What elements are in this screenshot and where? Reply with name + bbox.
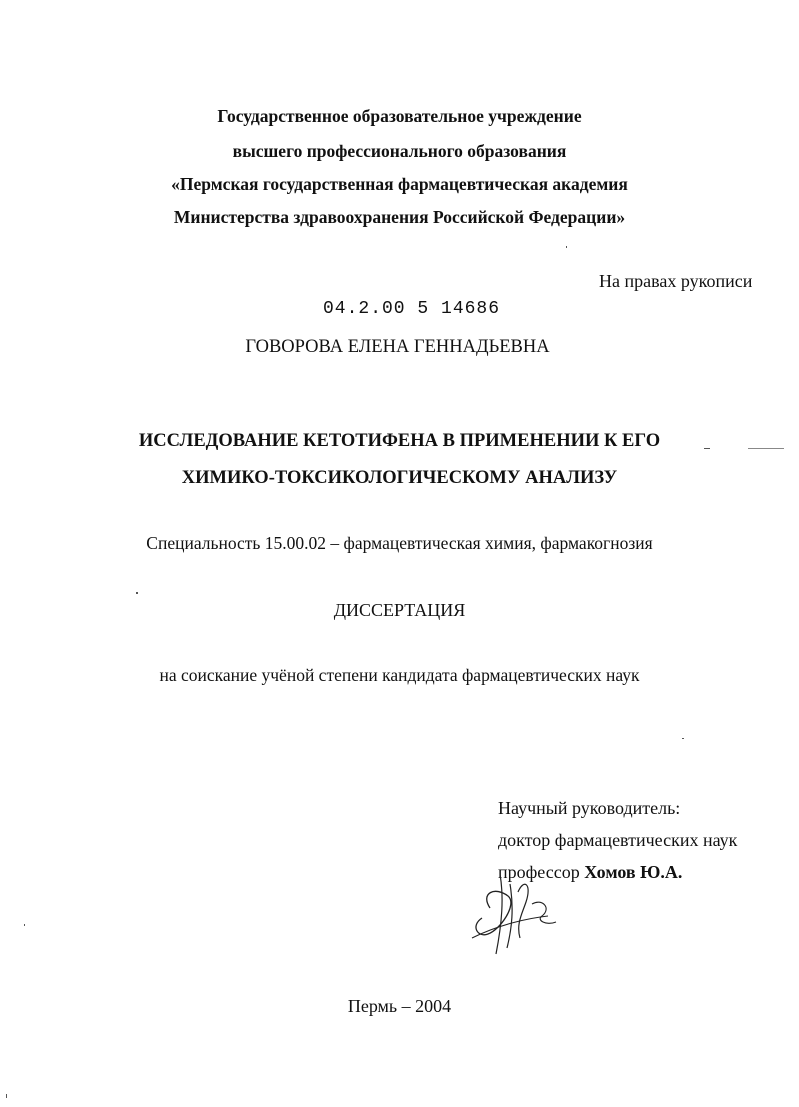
institution-line-3: «Пермская государственная фармацевтическая академия	[171, 174, 628, 194]
footer-city-year: Пермь – 2004	[347, 996, 452, 1016]
catalog-number: 04.2.00 5 14686	[323, 299, 501, 319]
scan-mark	[748, 448, 784, 449]
institution-line-1: Государственное образовательное учреждение	[217, 106, 582, 126]
scan-mark	[6, 1094, 7, 1098]
doc-type: ДИССЕРТАЦИЯ	[333, 600, 466, 620]
institution-line-4: Министерства здравоохранения Российской Федерации»	[173, 207, 626, 227]
supervisor-degree: доктор фармацевтических наук	[498, 830, 738, 850]
thesis-title-line-1: ИССЛЕДОВАНИЕ КЕТОТИФЕНА В ПРИМЕНЕНИИ К ЕГО	[138, 431, 661, 451]
signature-icon	[460, 868, 570, 958]
supervisor-name: Хомов Ю.А.	[584, 862, 683, 882]
degree-line: на соискание учёной степени кандидата фармацевтических наук	[159, 665, 640, 685]
manuscript-note: На правах рукописи	[599, 271, 753, 291]
institution-line-2: высшего профессионального образования	[232, 141, 567, 161]
thesis-title-line-2: ХИМИКО-ТОКСИКОЛОГИЧЕСКОМУ АНАЛИЗУ	[181, 468, 618, 488]
specialty: Специальность 15.00.02 – фармацевтическая химия, фармакогнозия	[146, 533, 653, 553]
scan-mark	[566, 246, 567, 248]
supervisor-title: профессор	[498, 862, 580, 882]
scan-mark	[136, 592, 138, 594]
author-name: ГОВОРОВА ЕЛЕНА ГЕННАДЬЕВНА	[245, 337, 550, 357]
scan-mark	[704, 448, 710, 449]
supervisor-label: Научный руководитель:	[498, 798, 681, 818]
scan-mark	[24, 924, 25, 926]
scan-mark	[682, 738, 684, 739]
